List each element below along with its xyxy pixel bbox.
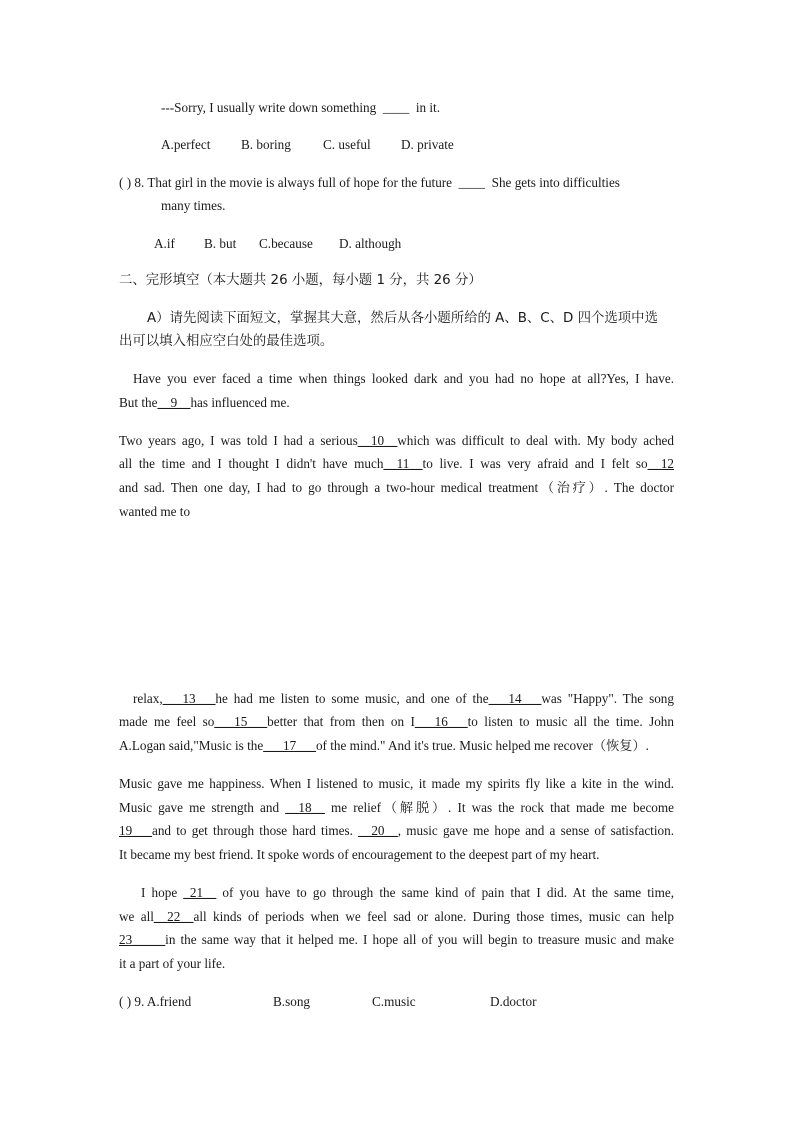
p5-text-e: in the same way that it helped me. I hope all of you will begin to treasure music and make — [165, 932, 674, 947]
p4-text-d: , music gave me hope and a sense of satisfaction. — [397, 823, 674, 838]
blank-11: __11__ — [383, 456, 423, 471]
q7-option-b: B. boring — [241, 137, 291, 152]
blank-20: __20__ — [358, 823, 398, 838]
q8-paren: ( ) — [119, 175, 132, 190]
passage-p4-line-2 — [119, 799, 674, 817]
p2-text-c: all the time and I thought I didn't have much — [119, 456, 384, 471]
instruction-line-2: 出可以填入相应空白处的最佳选项。 — [119, 334, 334, 349]
passage-p2-line-4: wanted me to — [119, 504, 191, 519]
blank-19: 19___ — [119, 823, 152, 838]
passage-p4-line-3 — [119, 822, 674, 840]
q7-option-a: A.perfect — [161, 137, 211, 152]
passage-p2-line-2 — [119, 455, 674, 473]
passage-p2-line-1 — [119, 432, 674, 450]
passage-p5-line-4: it a part of your life. — [119, 956, 226, 971]
blank-23: 23_____ — [119, 932, 166, 947]
p4-text-c: and to get through those hard times. — [151, 823, 353, 838]
p3-text-b: he had me listen to some music, and one of the — [215, 691, 489, 706]
p3-text-e: better that from then on I — [267, 714, 415, 729]
q7-option-c: C. useful — [323, 137, 371, 152]
p5-text-b: of you have to go through the same kind of pain that I did. At the same time, — [222, 885, 674, 900]
q8-stem-b: She gets into difficulties — [491, 175, 620, 190]
p3-text-h: of the mind." And it's true. Music helped me recover（恢复）. — [315, 738, 649, 753]
passage-p5-line-1 — [141, 884, 674, 902]
blank-14: ___14___ — [488, 691, 542, 706]
q8-option-d: D. although — [339, 236, 402, 251]
p2-text-d: to live. I was very afraid and I felt so — [422, 456, 648, 471]
q9-option-b: B.song — [273, 994, 311, 1009]
q9-paren: ( ) — [119, 994, 132, 1009]
q8-stem-line-2: many times. — [161, 198, 226, 213]
q7-answer-tail: in it. — [415, 100, 440, 115]
q9-line — [119, 993, 537, 1011]
passage-p1-line-1: Have you ever faced a time when things looked dark and you had no hope at all?Yes, I have. — [133, 371, 674, 386]
q7-answer-line — [161, 99, 440, 117]
blank-22: __22__ — [153, 909, 194, 924]
p2-text-a: Two years ago, I was told I had a serious — [119, 433, 358, 448]
p1-text-a: But the — [119, 395, 158, 410]
blank-16: ___16___ — [414, 714, 468, 729]
p2-text-b: which was difficult to deal with. My body ached — [397, 433, 674, 448]
p5-text-d: all kinds of periods when we feel sad or alone. During those times, music can help — [193, 909, 675, 924]
passage-p4-line-1: Music gave me happiness. When I listened to music, it made my spirits fly like a kite in the wind. — [119, 776, 674, 791]
blank-13: ___13___ — [162, 691, 216, 706]
instruction-line-1: A）请先阅读下面短文，掌握其大意，然后从各小题所给的 A、B、C、D 四个选项中选 — [147, 311, 658, 326]
passage-p5-line-2 — [119, 908, 674, 926]
q7-answer-text: ---Sorry, I usually write down something — [161, 100, 377, 115]
p4-text-a: Music gave me strength and — [119, 800, 280, 815]
p3-text-d: made me feel so — [119, 714, 215, 729]
q8-option-b: B. but — [204, 236, 237, 251]
q7-blank: ____ — [382, 100, 410, 115]
q7-option-d: D. private — [401, 137, 454, 152]
passage-p3-line-1 — [133, 690, 674, 708]
passage-p3-line-3 — [119, 737, 649, 755]
passage-p5-line-3 — [119, 931, 674, 949]
q9-option-c: C.music — [372, 994, 416, 1009]
p5-text-a: I hope — [141, 885, 178, 900]
blank-15: ___15___ — [214, 714, 268, 729]
p3-text-a: relax, — [133, 691, 163, 706]
p5-text-c: we all — [119, 909, 154, 924]
p3-text-g: A.Logan said,"Music is the — [119, 738, 264, 753]
q8-option-a: A.if — [154, 236, 175, 251]
blank-9: __9__ — [157, 395, 191, 410]
section-heading: 二、完形填空（本大题共 26 小题，每小题 1 分，共 26 分） — [119, 273, 482, 288]
blank-10: __10__ — [357, 433, 398, 448]
q9-option-d: D.doctor — [490, 994, 537, 1009]
q8-stem-a: 8. That girl in the movie is always full of hope for the future — [134, 175, 453, 190]
passage-p1-line-2 — [119, 394, 290, 412]
p3-text-f: to listen to music all the time. John — [467, 714, 674, 729]
passage-p4-line-4: It became my best friend. It spoke words of encouragement to the deepest part of my heart. — [119, 847, 600, 862]
blank-18: __18__ — [285, 800, 325, 815]
passage-p3-line-2 — [119, 713, 674, 731]
q8-blank: ____ — [458, 175, 486, 190]
q8-option-c: C.because — [259, 236, 313, 251]
q9-option-a: 9. A.friend — [134, 994, 192, 1009]
p3-text-c: was "Happy". The song — [541, 691, 674, 706]
p4-text-b: me relief（解脱）. It was the rock that made me become — [330, 800, 675, 815]
p1-text-b: has influenced me. — [190, 395, 290, 410]
q8-stem-line-1 — [119, 174, 620, 192]
blank-12: __12 — [647, 456, 674, 471]
blank-21: _21__ — [183, 885, 217, 900]
blank-17: ___17___ — [263, 738, 316, 753]
passage-p2-line-3: and sad. Then one day, I had to go through a two-hour medical treatment（治疗）. The doctor — [119, 480, 674, 495]
